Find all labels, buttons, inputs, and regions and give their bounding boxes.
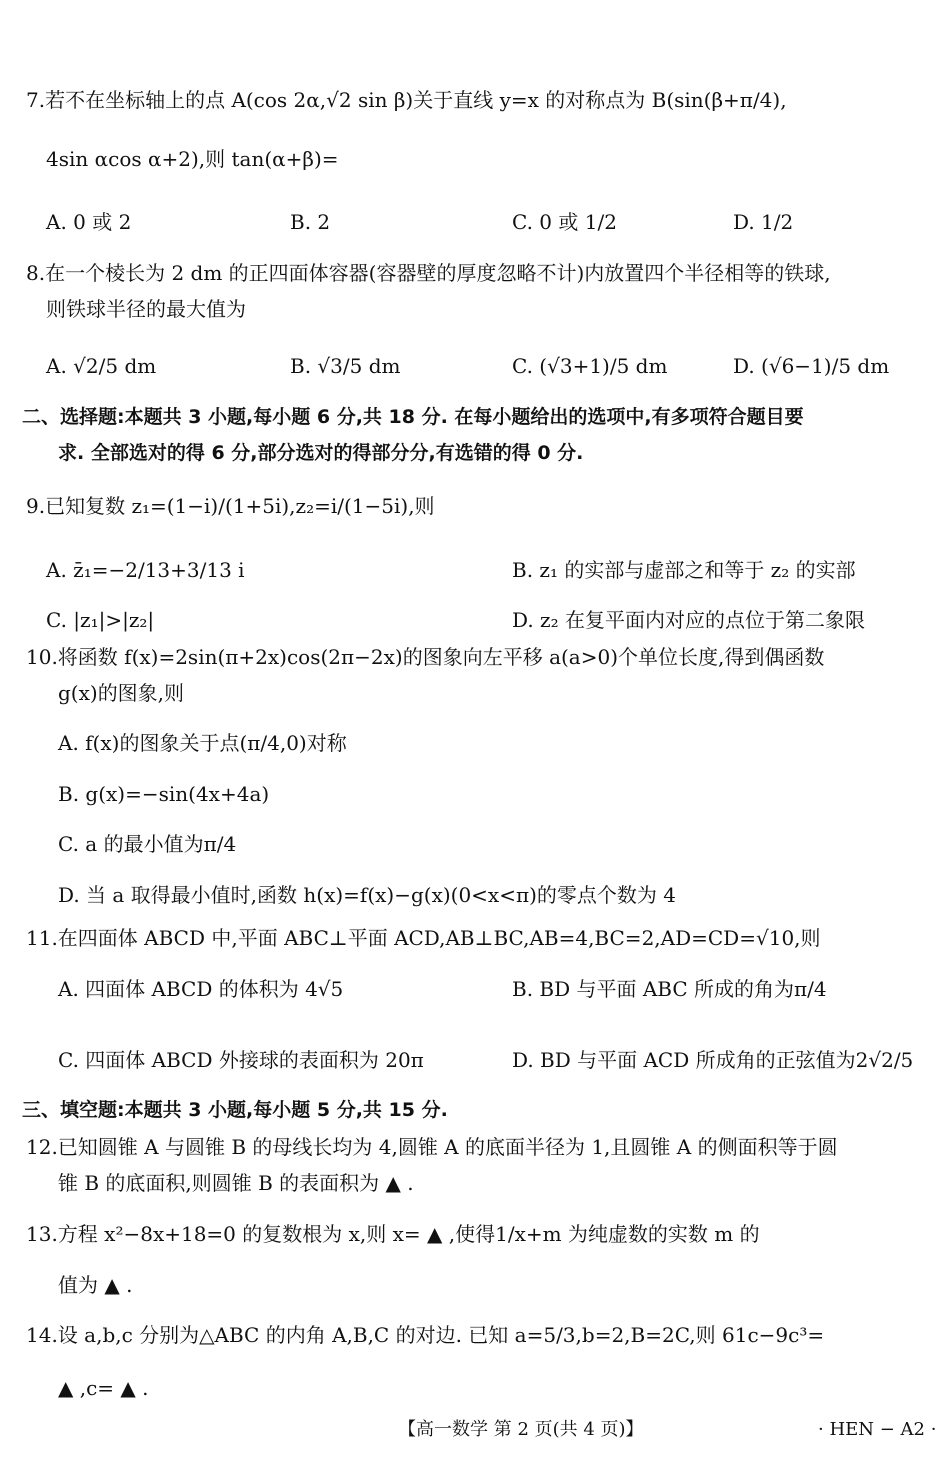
q11-stem: 11.在四面体 ABCD 中,平面 ABC⊥平面 ACD,AB⊥BC,AB=4,BC=2,AD=CD=√10,则 — [26, 926, 821, 950]
q10-option-c: C. a 的最小值为π/4 — [58, 832, 237, 856]
q7-stem-line2: 4sin αcos α+2),则 tan(α+β)= — [46, 147, 339, 171]
q7-option-b: B. 2 — [290, 210, 331, 234]
q10-option-a: A. f(x)的图象关于点(π/4,0)对称 — [58, 731, 347, 755]
q9-stem: 9.已知复数 z₁=(1−i)/(1+5i),z₂=i/(1−5i),则 — [26, 494, 435, 518]
q7-option-c: C. 0 或 1/2 — [512, 210, 617, 234]
q14-line1: 14.设 a,b,c 分别为△ABC 的内角 A,B,C 的对边. 已知 a=5/3,b=2,B=2C,则 61c−9c³= — [26, 1323, 825, 1347]
q10-stem-line2: g(x)的图象,则 — [58, 681, 185, 705]
q8-option-a: A. √2/5 dm — [46, 354, 157, 378]
q10-stem-line1: 10.将函数 f(x)=2sin(π+2x)cos(2π−2x)的图象向左平移 a(a>0)个单位长度,得到偶函数 — [26, 645, 825, 669]
q8-option-c: C. (√3+1)/5 dm — [512, 354, 668, 378]
q9-option-a: A. z̄₁=−2/13+3/13 i — [46, 558, 245, 582]
q8-stem-line2: 则铁球半径的最大值为 — [46, 297, 246, 321]
section2-heading-line2: 求. 全部选对的得 6 分,部分选对的得部分分,有选错的得 0 分. — [58, 442, 584, 464]
q13-line1: 13.方程 x²−8x+18=0 的复数根为 x,则 x= ▲ ,使得1/x+m 为纯虚数的实数 m 的 — [26, 1222, 760, 1246]
q8-option-b: B. √3/5 dm — [290, 354, 401, 378]
q12-line2: 锥 B 的底面积,则圆锥 B 的表面积为 ▲ . — [58, 1171, 414, 1195]
q7-stem-line1: 7.若不在坐标轴上的点 A(cos 2α,√2 sin β)关于直线 y=x 的对称点为 B(sin(β+π/4), — [26, 88, 787, 112]
footer-code: · HEN − A2 · — [818, 1419, 937, 1440]
q11-option-a: A. 四面体 ABCD 的体积为 4√5 — [58, 977, 344, 1001]
q11-option-d: D. BD 与平面 ACD 所成角的正弦值为2√2/5 — [512, 1048, 914, 1072]
q9-option-b: B. z₁ 的实部与虚部之和等于 z₂ 的实部 — [512, 558, 856, 582]
q9-option-c: C. |z₁|>|z₂| — [46, 608, 155, 632]
section2-heading-line1: 二、选择题:本题共 3 小题,每小题 6 分,共 18 分. 在每小题给出的选项中,有多项符合题目要 — [22, 406, 804, 428]
q12-line1: 12.已知圆锥 A 与圆锥 B 的母线长均为 4,圆锥 A 的底面半径为 1,且圆锥 A 的侧面积等于圆 — [26, 1135, 838, 1159]
q8-stem-line1: 8.在一个棱长为 2 dm 的正四面体容器(容器壁的厚度忽略不计)内放置四个半径相等的铁球, — [26, 261, 831, 285]
page-footer: 【高一数学 第 2 页(共 4 页)】 — [398, 1419, 644, 1440]
section3-heading: 三、填空题:本题共 3 小题,每小题 5 分,共 15 分. — [22, 1099, 448, 1121]
q10-option-d: D. 当 a 取得最小值时,函数 h(x)=f(x)−g(x)(0<x<π)的零点个数为 4 — [58, 883, 676, 907]
q10-option-b: B. g(x)=−sin(4x+4a) — [58, 782, 270, 806]
q8-option-d: D. (√6−1)/5 dm — [733, 354, 890, 378]
q11-option-c: C. 四面体 ABCD 外接球的表面积为 20π — [58, 1048, 424, 1072]
q14-line2: ▲ ,c= ▲ . — [58, 1376, 149, 1400]
q13-line2: 值为 ▲ . — [58, 1273, 133, 1297]
q7-option-d: D. 1/2 — [733, 210, 794, 234]
q7-option-a: A. 0 或 2 — [46, 210, 132, 234]
q11-option-b: B. BD 与平面 ABC 所成的角为π/4 — [512, 977, 827, 1001]
q9-option-d: D. z₂ 在复平面内对应的点位于第二象限 — [512, 608, 865, 632]
